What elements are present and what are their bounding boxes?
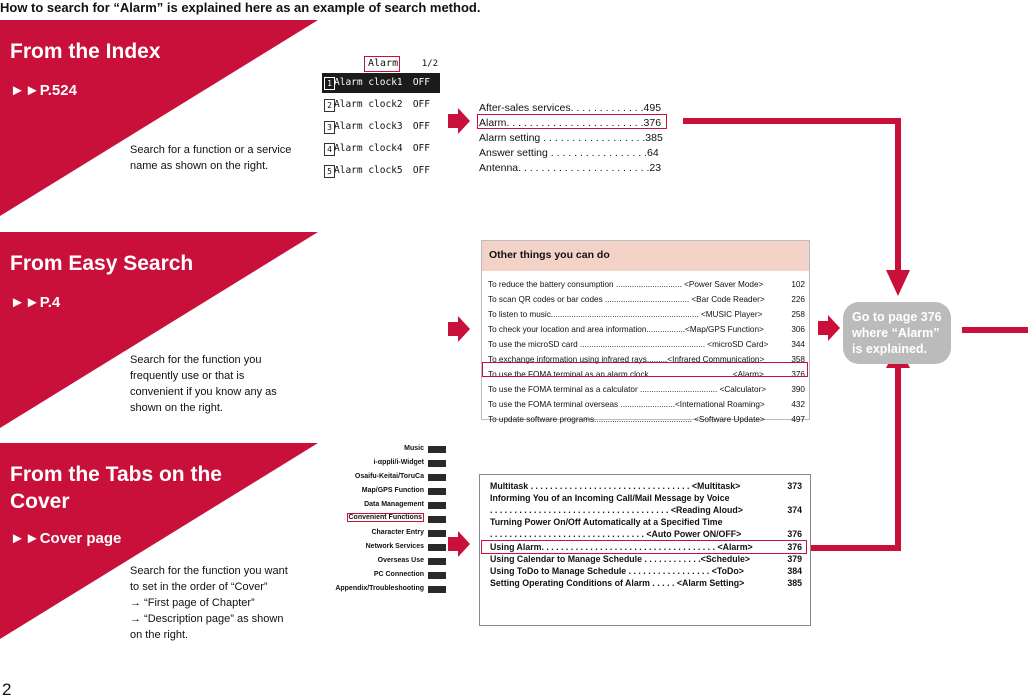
tab-iappli[interactable]: i-αppli/i-Widget <box>320 457 446 471</box>
schedule-row: Using ToDo to Manage Schedule . . . . . . . . . . . . . . . . . <ToDo> 384 <box>490 566 802 576</box>
schedule-row: Using Calendar to Manage Schedule . . . . . . . . . . . .<Schedule> 379 <box>490 554 802 564</box>
tab-convenient-functions[interactable]: Convenient Functions <box>320 513 446 527</box>
index-entry-alarm[interactable]: Alarm. . . . . . . . . . . . . . . . . . . . . . . .376 <box>479 117 662 129</box>
other-things-row: To exchange information using infrared rays.........<Infrared Communication> 358 <box>488 355 805 364</box>
schedule-row: . . . . . . . . . . . . . . . . . . . . . . . . . . . . . . . . <Auto Power ON/OFF> 376 <box>490 529 802 539</box>
schedule-row: Setting Operating Conditions of Alarm . . . . . <Alarm Setting> 385 <box>490 578 802 588</box>
tab-map-gps[interactable]: Map/GPS Function <box>320 485 446 499</box>
tab-data-management[interactable]: Data Management <box>320 499 446 513</box>
schedule-row: Multitask . . . . . . . . . . . . . . . . . . . . . . . . . . . . . . . . . <Multitask> 373 <box>490 481 802 491</box>
section-heading-tabs: From the Tabs on the Cover <box>10 463 222 513</box>
right-arrow-icon <box>818 315 840 341</box>
phone-list-item[interactable]: 3 Alarm clock3 OFF <box>322 117 440 137</box>
phone-list-item[interactable]: 2 Alarm clock2 OFF <box>322 95 440 115</box>
index-entry: Antenna. . . . . . . . . . . . . . . . . . . . . . .23 <box>479 162 662 174</box>
other-things-title: Other things you can do <box>482 241 809 271</box>
section-heading-easy-search: From Easy Search <box>10 252 194 275</box>
tab-music[interactable]: Music <box>320 443 446 457</box>
page-number: 2 <box>2 680 12 699</box>
right-arrow-icon <box>448 531 470 557</box>
right-arrow-icon <box>448 108 470 134</box>
other-things-row-alarm[interactable]: To use the FOMA terminal as an alarm clock.....................................<Alarm> 376 <box>488 370 805 379</box>
arrow-icons <box>448 108 840 557</box>
tab-appendix[interactable]: Appendix/Troubleshooting <box>320 583 446 597</box>
phone-list-item[interactable]: 5 Alarm clock5 OFF <box>322 161 440 181</box>
other-things-row: To use the microSD card ....................................................... <microSD Card> 344 <box>488 340 805 349</box>
other-things-row: To scan QR codes or bar codes ..................................... <Bar Code Reader> 226 <box>488 295 805 304</box>
other-things-row: To listen to music................................................................. <MUSIC Player> 258 <box>488 310 805 319</box>
section-heading-index: From the Index <box>10 40 161 63</box>
schedule-row-alarm[interactable]: Using Alarm. . . . . . . . . . . . . . . . . . . . . . . . . . . . . . . . . . . . <Alarm> 376 <box>490 542 802 552</box>
index-entry: Answer setting . . . . . . . . . . . . . . . . .64 <box>479 147 659 159</box>
index-entry: Alarm setting . . . . . . . . . . . . . . . . . .385 <box>479 132 663 144</box>
section-ref-tabs[interactable]: ►►Cover page <box>10 530 122 547</box>
section-ref-index[interactable]: ►►P.524 <box>10 82 77 99</box>
other-things-row: To check your location and area information.................<Map/GPS Function> 306 <box>488 325 805 334</box>
schedule-row: . . . . . . . . . . . . . . . . . . . . . . . . . . . . . . . . . . . . . <Reading Aloud> 374 <box>490 505 802 515</box>
index-entry: After-sales services. . . . . . . . . . . . .495 <box>479 102 662 114</box>
down-arrow-icon <box>886 270 910 296</box>
phone-page: 1/2 <box>421 59 438 69</box>
tab-character-entry[interactable]: Character Entry <box>320 527 446 541</box>
right-arrow-icon <box>448 316 470 342</box>
other-things-row: To use the FOMA terminal overseas ........................<International Roaming> 432 <box>488 400 805 409</box>
other-things-row: To use the FOMA terminal as a calculator .................................. <Calculator> 390 <box>488 385 805 394</box>
goto-page-callout[interactable]: Go to page 376 where “Alarm” is explained. <box>843 302 951 364</box>
tab-osaifu[interactable]: Osaifu-Keitai/ToruCa <box>320 471 446 485</box>
schedule-row: Turning Power On/Off Automatically at a Specified Time <box>490 517 723 527</box>
page-title: How to search for “Alarm” is explained here as an example of search method. <box>0 0 481 15</box>
schedule-row: Informing You of an Incoming Call/Mail Message by Voice <box>490 493 730 503</box>
section-desc-index: Search for a function or a service name as shown on the right. <box>130 144 292 172</box>
phone-list-item[interactable]: 1 Alarm clock1 OFF <box>322 73 440 93</box>
tab-pc-connection[interactable]: PC Connection <box>320 569 446 583</box>
section-desc-tabs: Search for the function you want to set in the order of “Cover” → “First page of Chapter” → “Description page” as shown on the right. <box>130 565 288 641</box>
tab-network-services[interactable]: Network Services <box>320 541 446 555</box>
section-desc-easy-search: Search for the function you frequently use or that is convenient if you know any as shown on the right. <box>130 354 277 414</box>
other-things-row: To reduce the battery consumption ............................. <Power Saver Mode> 102 <box>488 280 805 289</box>
phone-list-item[interactable]: 4 Alarm clock4 OFF <box>322 139 440 159</box>
tab-overseas-use[interactable]: Overseas Use <box>320 555 446 569</box>
other-things-row: To update software programs........................................... <Software Update> 497 <box>488 415 805 424</box>
phone-title: Alarm <box>368 58 399 69</box>
section-ref-easy-search[interactable]: ►►P.4 <box>10 294 61 311</box>
